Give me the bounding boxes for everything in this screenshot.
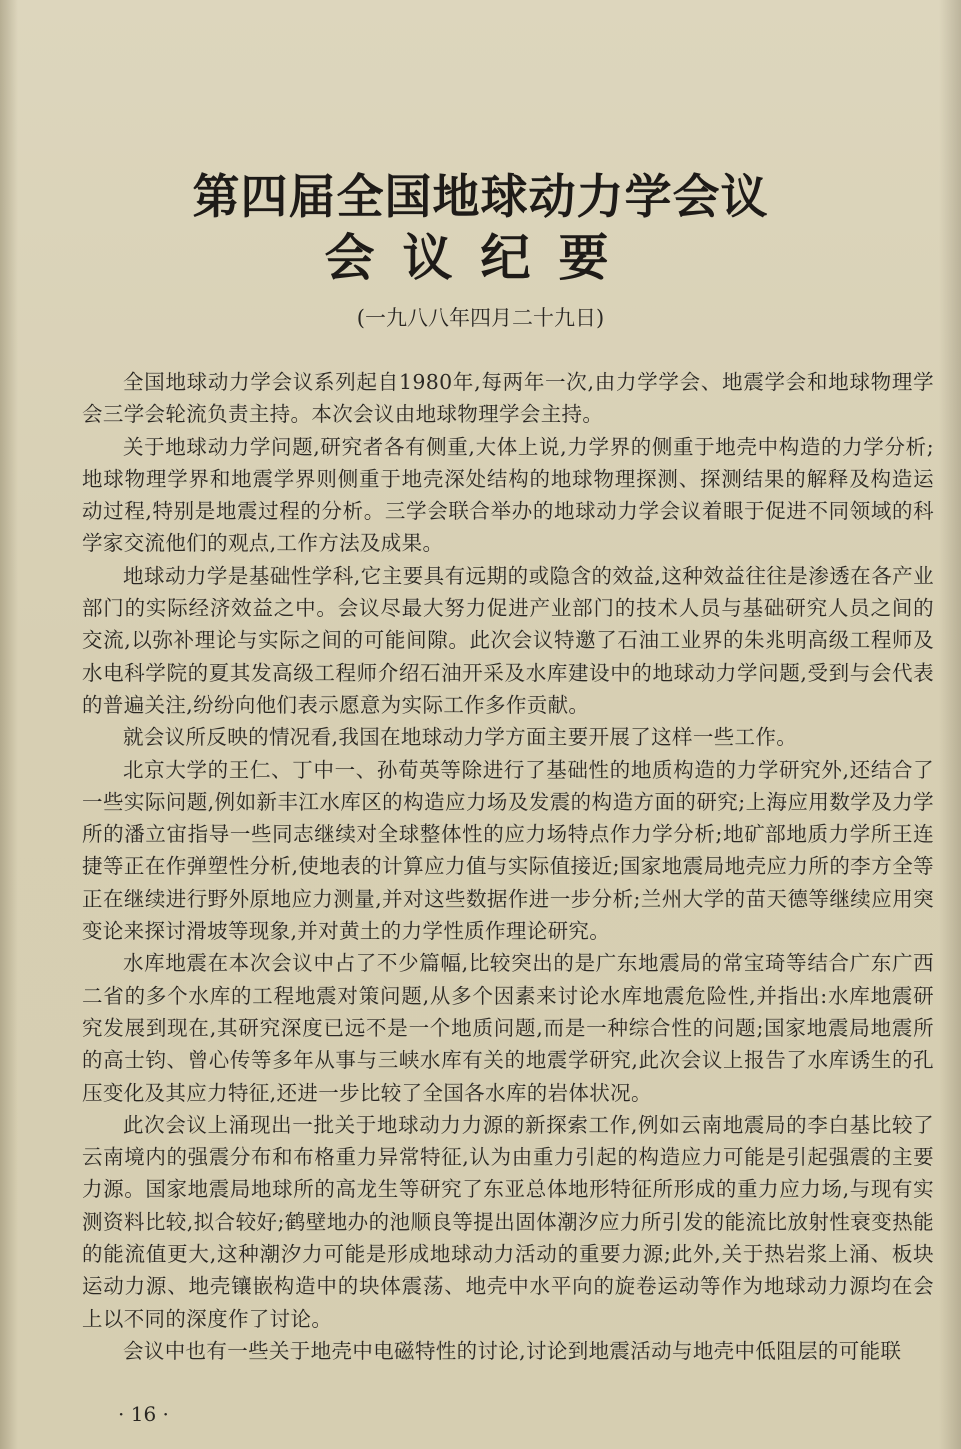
document-body (82, 366, 934, 1367)
document-title: 第四届全国地球动力学会议 (192, 170, 769, 225)
paragraph: 水库地震在本次会议中占了不少篇幅,比较突出的是广东地震局的常宝琦等结合广东广西二省的多个水库的工程地震对策问题,从多个因素来讨论水库地震危险性,并指出:水库地震研究发展到现在,其研究深度已远不是一个地质问题,而是一种综合性的问题;国家地震局地震所的高士钧、曾心传等多年从事与三峡水库有关的地震学研究,此次会议上报告了水库诱生的孔压变化及其应力特征,还进一步比较了全国各水库的岩体状况。 (82, 951, 934, 1105)
paragraph: 就会议所反映的情况看,我国在地球动力学方面主要开展了这样一些工作。 (123, 725, 798, 750)
document-subtitle: 会议纪要 (324, 229, 637, 287)
paragraph: 此次会议上涌现出一批关于地球动力力源的新探索工作,例如云南地震局的李白基比较了云南境内的强震分布和布格重力异常特征,认为由重力引起的构造应力可能是引起强震的主要力源。国家地震局地球所的高龙生等研究了东亚总体地形特征所形成的重力应力场,与现有实测资料比较,拟合较好;鹤壁地办的池顺良等提出固体潮汐应力所引发的能流比放射性衰变热能的能流值更大,这种潮汐力可能是形成地球动力活动的重要力源;此外,关于热岩浆上涌、板块运动力源、地壳镶嵌构造中的块体震荡、地壳中水平向的旋卷运动等作为地球动力源均在会上以不同的深度作了讨论。 (82, 1112, 934, 1331)
paragraph: 全国地球动力学会议系列起自1980年,每两年一次,由力学学会、地震学会和地球物理学会三学会轮流负责主持。本次会议由地球物理学会主持。 (82, 370, 934, 427)
paragraph: 关于地球动力学问题,研究者各有侧重,大体上说,力学界的侧重于地壳中构造的力学分析;地球物理学界和地震学界则侧重于地壳深处结构的地球物理探测、探测结果的解释及构造运动过程,特别是地震过程的分析。三学会联合举办的地球动力学会议着眼于促进不同领域的科学家交流他们的观点,工作方法及成果。 (82, 434, 934, 556)
page-number: · 16 · (118, 1402, 169, 1426)
paragraph: 地球动力学是基础性学科,它主要具有远期的或隐含的效益,这种效益往往是渗透在各产业部门的实际经济效益之中。会议尽最大努力促进产业部门的技术人员与基础研究人员之间的交流,以弥补理论与实际之间的可能间隙。此次会议特邀了石油工业界的朱兆明高级工程师及水电科学院的夏其发高级工程师介绍石油开采及水库建设中的地球动力学问题,受到与会代表的普遍关注,纷纷向他们表示愿意为实际工作多作贡献。 (82, 563, 934, 717)
paragraph: 北京大学的王仁、丁中一、孙荀英等除进行了基础性的地质构造的力学研究外,还结合了一些实际问题,例如新丰江水库区的构造应力场及发震的构造方面的研究;上海应用数学及力学所的潘立宙指导一些同志继续对全球整体性的应力场特点作力学分析;地矿部地质力学所王连捷等正在作弹塑性分析,使地表的计算应力值与实际值接近;国家地震局地壳应力所的李方全等正在继续进行野外原地应力测量,并对这些数据作进一步分析;兰州大学的苗天德等继续应用突变论来探讨滑坡等现象,并对黄土的力学性质作理论研究。 (82, 757, 934, 944)
document-date: (一九八八年四月二十九日) (356, 306, 605, 330)
paragraph: 会议中也有一些关于地壳中电磁特性的讨论,讨论到地震活动与地壳中低阻层的可能联 (123, 1338, 902, 1363)
